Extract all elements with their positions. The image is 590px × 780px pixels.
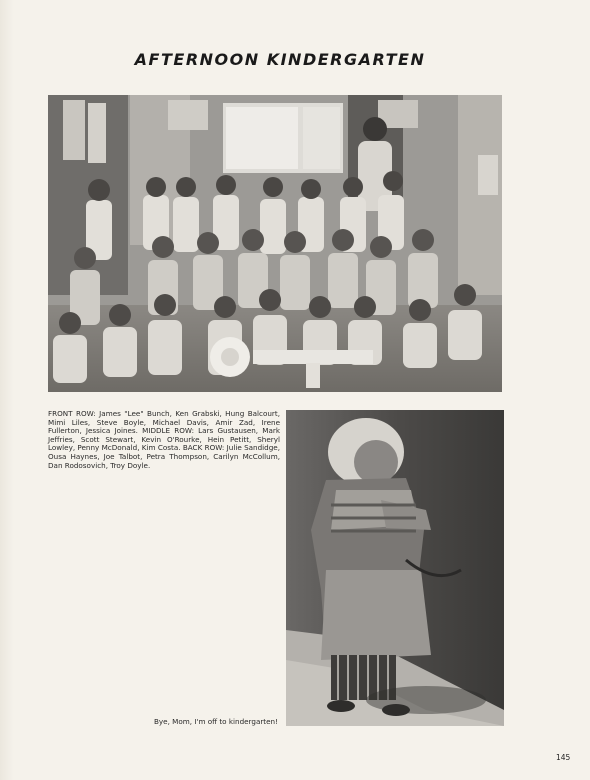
- candid-photo-image: [286, 410, 504, 726]
- candid-photo-caption: Bye, Mom, I'm off to kindergarten!: [154, 717, 278, 726]
- page-title: AFTERNOON KINDERGARTEN: [134, 50, 426, 69]
- candid-child-photo: [286, 410, 504, 726]
- class-group-photo: [48, 95, 502, 392]
- class-photo-caption: FRONT ROW: James "Lee" Bunch, Ken Grabski, Hung Balcourt, Mimi Liles, Steve Boyle, Michael Davis, Amir Zad, Irene Fullerton, Jessica Joines. MIDDLE ROW: Lars Gustausen, Mark Jeffries, Scott Stewart, Kevin O'Rourke, Hein Petitt, Sheryl Lowley, Penny McDonald, Kim Costa. BACK ROW: Julie Sandidge, Ousa Haynes, Joe Talbot, Petra Thompson, Carilyn McCollum, Dan Rodosovich, Troy Doyle.: [48, 409, 280, 470]
- class-photo-image: [48, 95, 502, 392]
- page-number: 145: [556, 753, 571, 762]
